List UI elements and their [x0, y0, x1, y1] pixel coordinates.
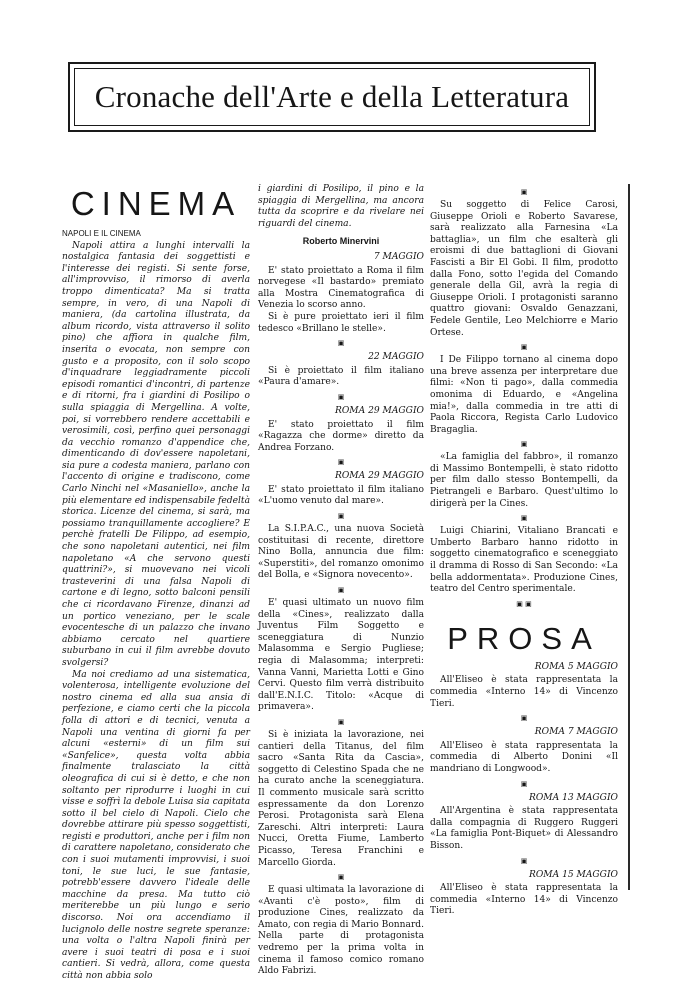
news-item: I De Filippo tornano al cinema dopo una breve assenza per interpretare due filmi: «Non ti pago», dalla commedia omonima di Eduardo, e «Angelina mia!», dalla commedia in tre atti di Paola Riccora, Regista Carlo Ludovico Bragaglia. — [430, 355, 618, 435]
article-paragraph: i giardini di Posilipo, il pino e la spiaggia di Mergellina, ma ancora tutta da scoprire e da rivelare nei riguardi del cinema. — [258, 184, 424, 229]
page-edge-rule — [628, 184, 630, 890]
news-date: ROMA 29 MAGGIO — [335, 405, 424, 416]
header-inner-frame — [74, 68, 590, 126]
news-date: ROMA 5 MAGGIO — [534, 661, 618, 672]
column-1 — [62, 184, 250, 983]
separator-ornament: ▣ — [520, 714, 528, 723]
news-item: E' stato proiettato il film italiano «L'uomo venuto dal mare». — [258, 484, 424, 507]
cinema-section-title: CINEMA — [70, 185, 242, 222]
separator-ornament: ▣ — [337, 717, 345, 726]
column-2 — [258, 184, 424, 978]
separator-ornament: ▣ — [337, 512, 345, 521]
news-item: E' stato proiettato a Roma il film norvegese «Il bastardo» premiato alla Mostra Cinematografica di Venezia lo scorso anno. — [258, 265, 424, 311]
news-date: ROMA 29 MAGGIO — [335, 471, 424, 482]
article-paragraph: Napoli attira a lunghi intervalli la nostalgica fantasia dei soggettisti e l'interesse dei registi. Si sente forse, all'improvviso, il rimorso di averla troppo dimenticata? Ma si tratta sempre, in vero, di una Napoli di maniera, (da cartolina illustrata, da album ricordo, vista attraverso il solito pino) che affiora in qualche film, inserita o evocata, non sempre con gusto e a proposito, con il solo scopo d'inquadrare leggiadramente piccoli episodi romantici d'incontri, di partenze e di ritorni, fra i giardini di Posilipo o sulla spiaggia di Mergellina. A volte, poi, si vorrebbero rendere accettabili e verosimili, così, perfino quei personaggi da vecchio romanzo d'appendice che, dimenticando di dov'essere napoletani, sia pure a codesta maniera, parlano con l'accento di origine e tradiscono, come Carlo Ninchi nel «Masaniello», anche la più elementare ed indispensabile fedeltà storica. Licenze del cinema, si sarà, ma possiamo tranquillamente accogliere? E perchè fratelli De Filippo, ad esempio, che sono napoletani autentici, nei film napoletano «A che servono questi quattrini?», si muovevano nei vicoli trasteverini di una falsa Napoli di cartone e di legno, sotto balconi pensili che ci ricordavano Firenze, dinanzi ad un portico veneziano, per le scale evocentesche di un palazzo che invano abbiamo cercato nel quartiere suburbano in cui il film avrebbe dovuto svolgersi? — [62, 240, 250, 668]
news-item: Si è iniziata la lavorazione, nei cantieri della Titanus, del film sacro «Santa Rita da Cascia», soggetto di Celestino Spada che ne ha curato anche la sceneggiatura. Il commento musicale sarà scritto espressamente da don Lorenzo Perosi. Protagonista sarà Elena Zareschi. Altri interpreti: Laura Nucci, Oretta Fiume, Lamberto Picasso, Teresa Franchini e Marcello Giorda. — [258, 729, 424, 868]
news-item: All'Argentina è stata rappresentata dalla compagnia di Ruggero Ruggeri «La famiglia Pont-Biquet» di Alessandro Bisson. — [430, 806, 618, 851]
news-item: Luigi Chiarini, Vitaliano Brancati e Umberto Barbaro hanno ridotto in soggetto cinematografico e sceneggiato il dramma di Rosso di San Secondo: «La bella addormentata». Produzione Cines, teatro del Centro sperimentale. — [430, 526, 618, 595]
separator-ornament: ▣ — [337, 873, 345, 882]
news-date: 22 MAGGIO — [368, 352, 424, 363]
separator-ornament: ▣ — [520, 440, 528, 449]
separator-ornament: ▣ — [520, 188, 528, 196]
news-item: All'Eliseo è stata rappresentata la commedia di Alberto Donini «Il mandriano di Longwood». — [430, 740, 618, 774]
news-item: Si è proiettato il film italiano «Paura d'amare». — [258, 365, 424, 388]
news-item: E quasi ultimata la lavorazione di «Avanti c'è posto», film di produzione Cines, realizzato da Amato, con regia di Mario Bonnard. Nella parte di protagonista vedremo per la prima volta in cinema il famoso comico romano Aldo Fabrizi. — [258, 885, 424, 977]
news-item: E' quasi ultimato un nuovo film della «Cines», realizzato dalla Juventus Film Soggetto e sceneggiatura di Nunzio Malasomma e Sergio Pugliese; regia di Malasomma; interpreti: Vanna Vanni, Marietta Lotti e Gino Cervi. Questo film verrà distribuito dall'E.N.I.C. Titolo: «Acque di primavera». — [258, 598, 424, 713]
separator-ornament: ▣ — [337, 458, 345, 467]
news-item: Su soggetto di Felice Carosi, Giuseppe Orioli e Roberto Savarese, sarà realizzato alla Farnesina «La battaglia», un film che esalterà gli eroismi di due battaglioni di Giovani Fascisti a Bir El Gobi. Il film, prodotto dalla Fono, sotto l'egida del Comando generale della Gil, avrà la regia di Giuseppe Orioli. I protagonisti saranno quattro giovani: Osvaldo Genazzani, Fedele Gentile, Leo Melchiorre e Mario Ortese. — [430, 200, 618, 338]
column-3 — [430, 184, 618, 918]
news-date: ROMA 13 MAGGIO — [529, 792, 618, 803]
separator-ornament-double: ▣ ▣ — [516, 599, 532, 608]
separator-ornament: ▣ — [337, 339, 345, 348]
spacer — [430, 612, 618, 620]
prosa-section-title: PROSA — [447, 620, 601, 656]
separator-ornament: ▣ — [337, 586, 345, 595]
news-date: ROMA 7 MAGGIO — [534, 727, 618, 738]
news-date: ROMA 15 MAGGIO — [529, 869, 618, 880]
news-item: All'Eliseo è stata rappresentata la commedia «Interno 14» di Vincenzo Tieri. — [430, 675, 618, 709]
header-frame — [68, 62, 596, 132]
news-date: 7 MAGGIO — [373, 251, 424, 262]
page-title: Cronache dell'Arte e della Letteratura — [94, 79, 570, 114]
news-item: «La famiglia del fabbro», il romanzo di Massimo Bontempelli, è stato ridotto per film dallo stesso Bontempelli, da Pietrangeli e Barbaro. Quest'ultimo lo dirigerà per la Cines. — [430, 452, 618, 509]
article-subheading: NAPOLI E IL CINEMA — [62, 229, 141, 238]
separator-ornament: ▣ — [520, 514, 528, 523]
separator-ornament: ▣ — [520, 779, 528, 788]
separator-ornament: ▣ — [520, 856, 528, 865]
news-item: La S.I.P.A.C., una nuova Società costituitasi di recente, direttore Nino Bolla, annuncia due film: «Superstiti», del romanzo omonimo del Bolla, e «Signora novecento». — [258, 524, 424, 581]
news-item: Si è pure proiettato ieri il film tedesco «Brillano le stelle». — [258, 311, 424, 334]
separator-ornament: ▣ — [520, 343, 528, 352]
news-item: E' stato proiettato il film «Ragazza che dorme» diretto da Andrea Forzano. — [258, 419, 424, 453]
author-signature: Roberto Minervini — [302, 236, 380, 247]
separator-ornament: ▣ — [337, 392, 345, 401]
news-item: All'Eliseo è stata rappresentata la commedia «Interno 14» di Vincenzo Tieri. — [430, 883, 618, 917]
article-paragraph: Ma noi crediamo ad una sistematica, volenterosa, intelligente evoluzione del nostro cinema ed alla sua ansia di perfezione, e ciamo certi che la piccola folla di attori e di tecnici, venuta a Napoli una ventina di giorni fa per alcuni «esterni» di un film sui «Sanfelice», questa volta abbia finalmente tralasciato la città oleografica di cui si è detto, e che non soltanto per riprodurre i luoghi in cui visse e soffrì la debole Luisa sia capitata sotto il bel cielo di Napoli. Cielo che dovrebbe attirare più spesso soggettisti, registi e produttori, anche per i film non di carattere napoletano, considerato che con i suoi mutamenti improvvisi, i suoi toni, le sue luci, le sue fantasie, potrebb'essere davvero l'ideale delle macchine da presa. Ma tutto ciò meriterebbe un più lungo e serio discorso. Noi ora accendiamo il lucignolo delle nostre segrete speranze: una volta o l'altra Napoli finirà per avere i suoi teatri di posa e i suoi cantieri. Si vedrà, allora, come questa città non abbia solo — [62, 669, 250, 981]
